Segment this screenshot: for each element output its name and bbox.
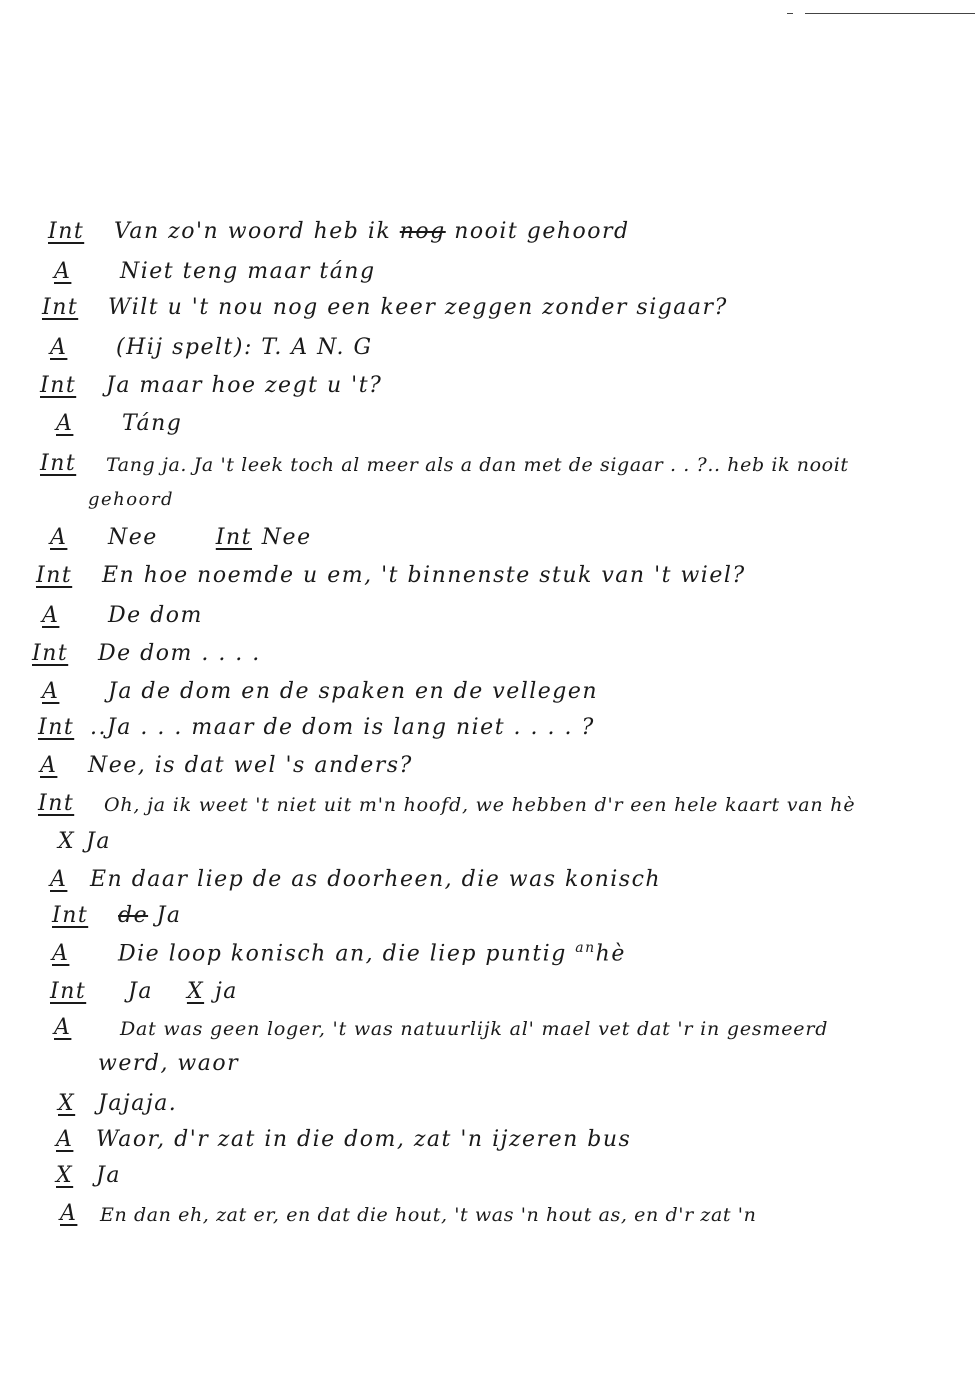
- speaker-label: Int: [48, 219, 85, 244]
- line-text: ja: [214, 979, 238, 1004]
- transcript-line: [56, 400, 182, 436]
- transcript-line: [48, 208, 630, 244]
- transcript-line: [38, 704, 595, 740]
- speaker-label: X: [56, 1163, 74, 1188]
- transcript-line: [42, 592, 203, 628]
- line-text: De dom: [108, 603, 203, 628]
- line-text: Ja de dom en de spaken en de vellegen: [108, 679, 599, 704]
- line-text: Van zo'n woord heb ik: [114, 219, 400, 244]
- line-text: Niet teng maar táng: [120, 259, 376, 284]
- transcript-line: [40, 440, 849, 476]
- line-text: Jajaja.: [98, 1091, 178, 1116]
- speaker-label: A: [56, 411, 74, 436]
- transcript-line: [54, 1004, 828, 1040]
- line-text: Die loop konisch an, die liep puntig: [118, 941, 576, 966]
- speaker-label: Int: [40, 373, 77, 398]
- scan-artifact: [787, 13, 793, 14]
- struck-text: nog: [399, 219, 446, 244]
- transcript-line: [36, 552, 746, 588]
- speaker-label: A: [50, 867, 68, 892]
- scan-artifact: [805, 13, 975, 14]
- speaker-label: X: [58, 829, 76, 854]
- transcript-line: [50, 324, 373, 360]
- speaker-label: Int: [40, 451, 77, 476]
- transcript-line: [32, 630, 261, 666]
- line-text: Ja: [96, 1163, 121, 1188]
- speaker-label: A: [52, 941, 70, 966]
- struck-text: de: [118, 903, 149, 928]
- transcript-line: [60, 1190, 756, 1226]
- transcript-line: [88, 474, 174, 510]
- line-text: Oh, ja ik weet 't niet uit m'n hoofd, we hebben d'r een hele kaart van hè: [104, 794, 856, 816]
- speaker-label: Int: [36, 563, 73, 588]
- speaker-label: A: [54, 259, 72, 284]
- transcript-line: [98, 1040, 239, 1076]
- speaker-label: A: [50, 335, 68, 360]
- line-text: Dat was geen loger, 't was natuurlijk al' mael vet dat 'r in gesmeerd: [120, 1018, 829, 1040]
- line-text: En hoe noemde u em, 't binnenste stuk van 't wiel?: [102, 563, 746, 588]
- line-text: ..Ja . . . maar de dom is lang niet . . . . ?: [90, 715, 595, 740]
- transcript-line: [50, 514, 312, 550]
- transcript-line: [52, 892, 182, 928]
- line-text: nooit gehoord: [445, 219, 630, 244]
- speaker-label: A: [42, 679, 60, 704]
- speaker-label: Int: [52, 903, 89, 928]
- speaker-label: A: [60, 1201, 78, 1226]
- line-text: Ja: [128, 979, 153, 1004]
- transcript-line: [52, 930, 626, 966]
- superscript-insert: an: [575, 939, 596, 956]
- line-text: En daar liep de as doorheen, die was konisch: [90, 867, 662, 892]
- speaker-label: Int: [38, 715, 75, 740]
- line-text: De dom . . . .: [98, 641, 261, 666]
- speaker-label: A: [50, 525, 68, 550]
- line-text: Wilt u 't nou nog een keer zeggen zonder sigaar?: [108, 295, 728, 320]
- line-text: Waor, d'r zat in die dom, zat 'n ijzeren bus: [96, 1127, 632, 1152]
- speaker-label: A: [54, 1015, 72, 1040]
- transcript-line: [42, 668, 598, 704]
- speaker-label: X: [58, 1091, 76, 1116]
- transcript-line: [38, 780, 855, 816]
- speaker-label: A: [40, 753, 58, 778]
- line-text: (Hij spelt): T. A N. G: [116, 335, 373, 360]
- transcript-line: [42, 284, 728, 320]
- speaker-label: Int: [215, 525, 252, 550]
- line-text: Ja maar hoe zegt u 't?: [106, 373, 383, 398]
- line-text: gehoord: [88, 489, 175, 510]
- transcript-line: [50, 968, 238, 1004]
- speaker-label: Int: [32, 641, 69, 666]
- speaker-label: X: [186, 979, 205, 1004]
- transcript-line: [56, 1116, 631, 1152]
- transcript-line: [50, 856, 661, 892]
- transcript-line: [58, 818, 111, 854]
- line-text: Tang ja. Ja 't leek toch al meer als a dan met de sigaar . . ?.. heb ik nooit: [106, 454, 849, 476]
- line-text: Ja: [148, 903, 182, 928]
- line-text: Nee: [108, 525, 158, 550]
- transcript-line: [58, 1080, 177, 1116]
- transcript-line: [40, 742, 413, 778]
- speaker-label: Int: [38, 791, 75, 816]
- line-text: werd, waor: [98, 1051, 240, 1076]
- line-text: Ja: [86, 829, 111, 854]
- speaker-label: A: [42, 603, 60, 628]
- transcript-line: [54, 248, 376, 284]
- line-text: Nee, is dat wel 's anders?: [88, 753, 413, 778]
- line-text: hè: [595, 941, 626, 966]
- speaker-label: A: [56, 1127, 74, 1152]
- speaker-label: Int: [50, 979, 87, 1004]
- line-text: Nee: [261, 525, 312, 550]
- transcript-line: [56, 1152, 121, 1188]
- transcript-line: [40, 362, 382, 398]
- line-text: En dan eh, zat er, en dat die hout, 't was 'n hout as, en d'r zat 'n: [100, 1204, 757, 1226]
- line-text: Táng: [122, 411, 183, 436]
- speaker-label: Int: [42, 295, 79, 320]
